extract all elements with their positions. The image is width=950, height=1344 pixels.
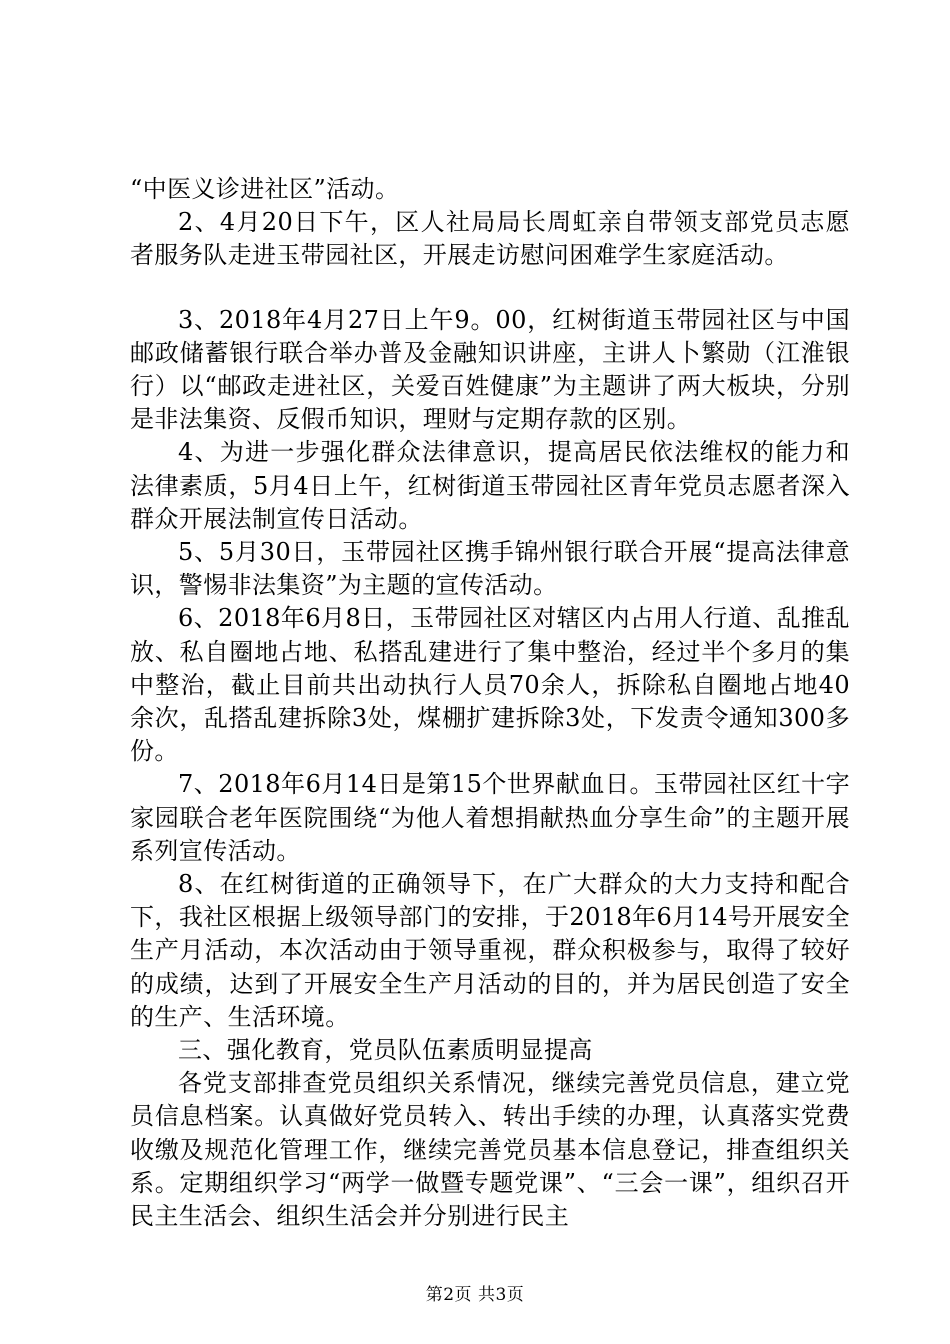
paragraph-item-4: 4、为进一步强化群众法律意识，提高居民依法维权的能力和法律素质，5月4日上午，红树街道玉带园社区青年党员志愿者深入群众开展法制宣传日活动。 bbox=[130, 438, 850, 533]
page-footer: 第2页 共3页 bbox=[425, 1285, 525, 1305]
paragraph-item-3: 3、2018年4月27日上午9。00，红树街道玉带园社区与中国邮政储蓄银行联合举办普及金融知识讲座，主讲人卜繁勋（江淮银行）以“邮政走进社区，关爱百姓健康”为主题讲了两大板块，分别是非法集资、反假币知识，理财与定期存款的区别。 bbox=[130, 305, 850, 434]
paragraph-item-6: 6、2018年6月8日，玉带园社区对辖区内占用人行道、乱推乱放、私自圈地占地、私搭乱建进行了集中整治，经过半个多月的集中整治，截止目前共出动执行人员70余人，拆除私自圈地占地40余次，乱搭乱建拆除3处，煤棚扩建拆除3处，下发责令通知300多份。 bbox=[130, 604, 850, 766]
paragraph-section-body: 各党支部排查党员组织关系情况，继续完善党员信息，建立党员信息档案。认真做好党员转入、转出手续的办理，认真落实党费收缴及规范化管理工作，继续完善党员基本信息登记，排查组织关系。定期组织学习“两学一做暨专题党课”、“三会一课”，组织召开民主生活会、组织生活会并分别进行民主 bbox=[130, 1069, 850, 1231]
paragraph-continuation: “中医义诊进社区”活动。 bbox=[130, 175, 400, 203]
document-body bbox=[130, 173, 850, 1233]
paragraph-item-7: 7、2018年6月14日是第15个世界献血日。玉带园社区红十字家园联合老年医院围绕“为他人着想捐献热血分享生命”的主题开展系列宣传活动。 bbox=[130, 770, 850, 865]
paragraph-item-2: 2、4月20日下午，区人社局局长周虹亲自带领支部党员志愿者服务队走进玉带园社区，开展走访慰问困难学生家庭活动。 bbox=[130, 208, 850, 270]
paragraph-item-5: 5、5月30日，玉带园社区携手锦州银行联合开展“提高法律意识，警惕非法集资”为主题的宣传活动。 bbox=[130, 538, 850, 600]
section-heading: 三、强化教育，党员队伍素质明显提高 bbox=[178, 1036, 593, 1065]
paragraph-item-8: 8、在红树街道的正确领导下，在广大群众的大力支持和配合下，我社区根据上级领导部门的安排，于2018年6月14号开展安全生产月活动，本次活动由于领导重视，群众积极参与，取得了较好的成绩，达到了开展安全生产月活动的目的，并为居民创造了安全的生产、生活环境。 bbox=[130, 870, 850, 1031]
